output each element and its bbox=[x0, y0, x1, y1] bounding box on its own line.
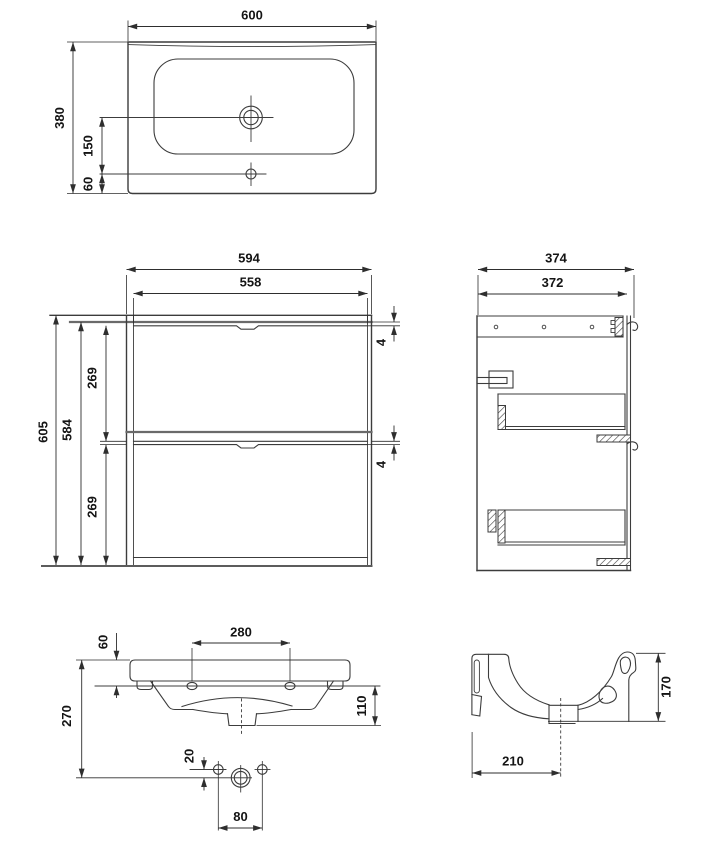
wedge-cutout-small bbox=[620, 657, 630, 673]
washbasin-front-view bbox=[59, 625, 381, 831]
dim-label-4-top: 4 bbox=[373, 338, 389, 347]
dim-label-150: 150 bbox=[80, 135, 96, 157]
washbasin-side-view bbox=[472, 652, 674, 778]
dim-drain-offset bbox=[472, 732, 561, 778]
dim-label-269-lower: 269 bbox=[84, 496, 100, 518]
right-mounting-lug bbox=[328, 681, 344, 690]
adjuster-block-2 bbox=[611, 329, 615, 333]
screw-hole-2 bbox=[542, 325, 546, 329]
dim-side-inner-depth bbox=[478, 275, 627, 294]
basin-back-edge-line bbox=[128, 45, 376, 47]
dim-hole-spacing bbox=[218, 809, 262, 828]
dim-label-605: 605 bbox=[35, 421, 51, 443]
dim-label-594: 594 bbox=[238, 250, 260, 266]
dim-top-width bbox=[128, 8, 376, 42]
dim-label-60-top: 60 bbox=[80, 176, 96, 192]
dim-label-110: 110 bbox=[354, 695, 369, 717]
rail-section-hatch bbox=[615, 318, 623, 337]
lower-drawer-back-hatch bbox=[498, 510, 505, 543]
wall-hanger-hook-mid bbox=[627, 442, 638, 450]
lower-drawer-box-section bbox=[488, 510, 625, 545]
washbasin-top-view bbox=[52, 8, 376, 194]
bottom-rail-hatch bbox=[597, 559, 631, 566]
dim-bowl-depth bbox=[257, 686, 382, 726]
drain-pipe-section bbox=[549, 705, 578, 724]
dim-label-584: 584 bbox=[59, 419, 75, 441]
dim-upper-drawer bbox=[85, 326, 127, 442]
hook-slot bbox=[474, 660, 479, 693]
dim-label-372: 372 bbox=[541, 275, 564, 290]
upper-drawer-box-section bbox=[498, 394, 625, 430]
dim-rim-height bbox=[76, 633, 130, 698]
adjuster-block-1 bbox=[611, 321, 615, 325]
dim-label-60-front: 60 bbox=[95, 634, 111, 650]
top-rail-section bbox=[477, 316, 623, 337]
bowl-underside-left bbox=[193, 710, 228, 714]
dim-lower-drawer bbox=[85, 445, 127, 565]
lower-drawer-front-hatch bbox=[488, 510, 496, 532]
dim-front-inner-height bbox=[60, 322, 82, 565]
profile-inner-edge bbox=[489, 654, 550, 719]
dim-label-270: 270 bbox=[59, 705, 74, 727]
screw-hole-3 bbox=[590, 325, 594, 329]
drain-hole-template bbox=[190, 761, 270, 831]
dim-label-4-middle: 4 bbox=[373, 460, 389, 469]
dim-front-height bbox=[36, 315, 57, 565]
dim-label-374: 374 bbox=[545, 250, 567, 266]
dim-label-380: 380 bbox=[52, 107, 67, 129]
drain-trap-box bbox=[228, 714, 257, 726]
cabinet-front-view bbox=[36, 251, 401, 567]
upper-drawer-back-hatch bbox=[498, 406, 506, 430]
dim-label-80: 80 bbox=[233, 809, 248, 824]
dim-drawer-width bbox=[134, 275, 368, 324]
dim-label-20: 20 bbox=[181, 748, 197, 764]
dim-drain-to-hole bbox=[81, 118, 103, 175]
mid-rail-hatch bbox=[597, 435, 631, 442]
wall-hanger-hook-top bbox=[627, 322, 638, 330]
dim-total-height bbox=[59, 660, 252, 778]
dim-label-600: 600 bbox=[241, 7, 263, 23]
lower-drawer-front-top bbox=[134, 445, 368, 448]
tap-hole bbox=[100, 163, 266, 186]
dim-label-170: 170 bbox=[658, 676, 674, 698]
dim-label-558: 558 bbox=[239, 274, 262, 290]
bowl-underside-right bbox=[257, 710, 292, 714]
left-mounting-lug bbox=[137, 681, 153, 690]
lower-bracket-block bbox=[472, 695, 482, 717]
basin-slab-outline bbox=[130, 660, 350, 681]
dim-top-gap bbox=[368, 306, 401, 346]
profile-back-hook bbox=[472, 654, 549, 714]
drawer-slide-bracket bbox=[477, 371, 513, 388]
wedge-cutout-large bbox=[599, 686, 616, 703]
dim-label-210: 210 bbox=[502, 753, 524, 769]
upper-drawer-front-top bbox=[134, 326, 368, 329]
dim-label-280: 280 bbox=[230, 624, 252, 640]
bowl-front-lip-arc bbox=[182, 698, 292, 707]
dim-label-269-upper: 269 bbox=[84, 367, 100, 389]
dim-tap-hole-spacing bbox=[192, 625, 290, 682]
screw-hole-1 bbox=[494, 325, 498, 329]
cabinet-side-view bbox=[477, 251, 638, 571]
drain-hole bbox=[100, 96, 273, 142]
dim-hole-to-edge bbox=[81, 174, 103, 194]
